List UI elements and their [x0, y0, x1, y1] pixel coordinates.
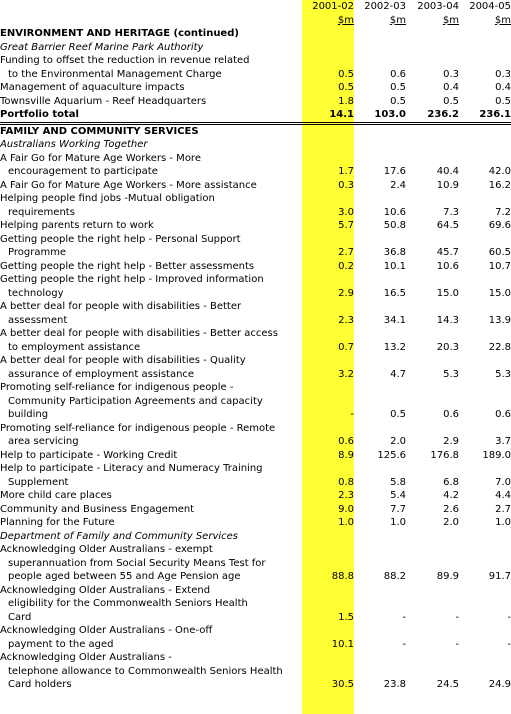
cell-2004-05: 0.6 [495, 409, 511, 420]
row-label-text: Australians Working Together [0, 139, 148, 150]
row-label-continuation: assurance of employment assistance [8, 368, 195, 380]
portfolio-total-row [0, 108, 511, 123]
cell-2004-05: 0.4 [495, 82, 511, 93]
row-label [0, 152, 302, 179]
cell-2001-02: 1.7 [338, 166, 354, 177]
table-row [0, 516, 511, 530]
row-label-continuation: Community Participation Agreements and capacity [8, 395, 263, 407]
row-label-text: Help to participate - Working Credit [0, 449, 178, 461]
cell-2003-04: 0.3 [443, 68, 459, 80]
cell-2003-04: 0.5 [443, 95, 459, 107]
row-label-text: Acknowledging Older Australians - One-off [0, 625, 213, 636]
row-label-text: FAMILY AND COMMUNITY SERVICES [0, 125, 199, 137]
cell-2002-03: - [402, 638, 406, 650]
row-label-text: Great Barrier Reef Marine Park Authority [0, 41, 204, 53]
cell-2002-03: 7.7 [390, 503, 406, 515]
row-label-text: Department of Family and Community Services [0, 530, 238, 542]
row-label [0, 422, 302, 449]
row-label [0, 449, 302, 463]
subsection-heading-row [0, 530, 511, 544]
row-label-continuation: Supplement [8, 476, 69, 488]
table-row [0, 192, 511, 219]
cell-2002-03: 10.6 [383, 206, 406, 218]
cell-2004-05: 42.0 [488, 166, 511, 177]
row-label-continuation: Card [8, 611, 32, 623]
table-row [0, 152, 511, 179]
row-label [0, 179, 302, 193]
cell-2004-05: 15.0 [488, 287, 511, 299]
row-label-continuation: people aged between 55 and Age Pension age [8, 571, 241, 582]
header-blank [0, 14, 302, 28]
cell-2003-04: 14.3 [436, 314, 459, 326]
cell-2002-03: 2.0 [390, 436, 406, 447]
cell-2003-04: 236.2 [406, 108, 459, 123]
row-label [0, 54, 302, 81]
cell-2004-05: 0.3 [495, 68, 511, 80]
row-label-text: A better deal for people with disabilities - Better access [0, 328, 278, 339]
cell-2002-03: 23.8 [383, 679, 406, 690]
cell-2003-04: 0.4 [443, 82, 459, 93]
cell-2003-04: 0.6 [443, 409, 459, 420]
row-label [0, 503, 302, 517]
table-row [0, 449, 511, 463]
cell-2001-02: 0.5 [338, 68, 354, 80]
row-label [0, 300, 302, 327]
row-label [0, 624, 302, 651]
row-label [0, 108, 302, 123]
cell-2002-03: 13.2 [383, 341, 406, 353]
row-label-text: Acknowledging Older Australians - [0, 652, 172, 663]
cell-2003-04: - [455, 638, 459, 650]
cell-2001-02: 0.6 [338, 436, 354, 447]
cell-2001-02: 2.9 [338, 287, 354, 299]
table-row [0, 462, 511, 489]
row-label [0, 516, 302, 530]
row-label [0, 327, 302, 354]
table-row [0, 584, 511, 625]
row-label [0, 354, 302, 381]
cell-2003-04: 20.3 [436, 341, 459, 353]
row-label [0, 192, 302, 219]
cell-2003-04: 176.8 [430, 449, 459, 461]
cell-2002-03: 10.1 [383, 260, 406, 272]
row-label-text: A better deal for people with disabilities - Better [0, 301, 242, 312]
table-row [0, 354, 511, 381]
row-label-continuation: technology [8, 287, 64, 299]
section-heading-row [0, 27, 511, 41]
cell-2001-02: 2.3 [338, 314, 354, 326]
row-label-text: Promoting self-reliance for indigenous people - Remote [0, 422, 276, 434]
column-header-year: 2001-02 [312, 1, 354, 12]
cell-2002-03: 34.1 [383, 314, 406, 326]
cell-2002-03: 50.8 [383, 220, 406, 231]
row-label-text: A Fair Go for Mature Age Workers - More [0, 152, 201, 164]
cell-2002-03: 88.2 [383, 571, 406, 582]
table-row [0, 624, 511, 651]
cell-2004-05: - [507, 611, 511, 623]
row-label [0, 651, 302, 692]
subsection-heading [0, 530, 511, 544]
cell-2004-05: 5.3 [495, 368, 511, 380]
cell-2003-04: 10.9 [436, 179, 459, 191]
cell-2004-05: 22.8 [488, 341, 511, 353]
row-label-text: Portfolio total [0, 109, 79, 120]
cell-2001-02: 3.0 [338, 206, 354, 218]
cell-2002-03: 0.5 [390, 95, 406, 107]
cell-2001-02: 8.9 [338, 449, 354, 461]
cell-2004-05: 3.7 [495, 436, 511, 447]
row-label-text: Townsville Aquarium - Reef Headquarters [0, 95, 207, 107]
cell-2001-02: 10.1 [331, 638, 354, 650]
cell-2003-04: - [455, 611, 459, 623]
row-label-text: Promoting self-reliance for indigenous people - [0, 382, 234, 393]
table-row [0, 651, 511, 692]
cell-2004-05: 10.7 [488, 260, 511, 272]
table-row [0, 260, 511, 274]
cell-2004-05: 16.2 [488, 179, 511, 191]
row-label-text: Helping parents return to work [0, 220, 154, 231]
cell-2001-02: 2.3 [338, 490, 354, 501]
row-label-continuation: assessment [8, 314, 68, 326]
cell-2004-05: 60.5 [488, 247, 511, 258]
cell-2001-02: 30.5 [331, 679, 354, 690]
column-header-year: 2004-05 [469, 1, 511, 12]
table-row [0, 219, 511, 233]
table-row [0, 54, 511, 81]
row-label [0, 381, 302, 422]
row-label-continuation: requirements [8, 206, 75, 218]
cell-2001-02: 9.0 [338, 503, 354, 515]
row-label-text: Management of aquaculture impacts [0, 82, 185, 93]
header-unit-row [0, 14, 511, 28]
table-row [0, 273, 511, 300]
cell-2002-03: 0.6 [390, 68, 406, 80]
row-label-continuation: eligibility for the Commonwealth Seniors Health [8, 598, 248, 609]
row-label-text: Acknowledging Older Australians - exempt [0, 544, 213, 555]
row-label-text: Community and Business Engagement [0, 503, 195, 515]
cell-2001-02: 1.8 [338, 95, 354, 107]
subsection-heading [0, 138, 511, 152]
table-row [0, 422, 511, 449]
table-row [0, 543, 511, 584]
cell-2002-03: 17.6 [383, 166, 406, 177]
header-blank [0, 0, 302, 14]
cell-2003-04: 10.6 [436, 260, 459, 272]
cell-2001-02: 0.2 [338, 260, 354, 272]
table-row [0, 381, 511, 422]
cell-2003-04: 89.9 [436, 571, 459, 582]
cell-2004-05: 7.0 [495, 476, 511, 488]
table-row [0, 179, 511, 193]
row-label [0, 260, 302, 274]
cell-2001-02: 2.7 [338, 247, 354, 258]
row-label-continuation: telephone allowance to Commonwealth Seniors Health [8, 665, 283, 677]
row-label-continuation: to the Environmental Management Charge [8, 68, 222, 80]
row-label [0, 273, 302, 300]
cell-2004-05: 91.7 [488, 571, 511, 582]
column-unit: $m [442, 14, 459, 26]
cell-2001-02: 1.5 [338, 611, 354, 623]
cell-2004-05: 189.0 [482, 449, 511, 461]
table-row [0, 327, 511, 354]
table-row [0, 81, 511, 95]
row-label [0, 462, 302, 489]
row-label-continuation: superannuation from Social Security Means Test for [8, 557, 266, 569]
cell-2001-02: - [350, 409, 354, 420]
cell-2002-03: 125.6 [377, 449, 406, 461]
cell-2001-02: 0.5 [338, 82, 354, 93]
cell-2003-04: 5.3 [443, 368, 459, 380]
cell-2003-04: 24.5 [436, 679, 459, 690]
cell-2004-05: 13.9 [488, 314, 511, 326]
cell-2003-04: 6.8 [443, 476, 459, 488]
row-label-text: Getting people the right help - Personal Support [0, 233, 241, 245]
row-label-text: Getting people the right help - Better assessments [0, 260, 255, 272]
header-year-row [0, 0, 511, 14]
row-label-continuation: building [8, 409, 49, 420]
row-label-continuation: to employment assistance [8, 341, 141, 353]
column-header-year: 2002-03 [364, 1, 406, 12]
cell-2004-05: 0.5 [495, 95, 511, 107]
row-label-text: A better deal for people with disabilities - Quality [0, 355, 246, 366]
cell-2003-04: 45.7 [436, 247, 459, 258]
cell-2001-02: 88.8 [331, 571, 354, 582]
cell-2002-03: 5.8 [390, 476, 406, 488]
cell-2004-05: 236.1 [459, 108, 511, 123]
column-unit: $m [494, 14, 511, 26]
cell-2002-03: 5.4 [390, 490, 406, 501]
row-label-text: Getting people the right help - Improved information [0, 274, 264, 285]
column-header-year: 2003-04 [417, 1, 459, 12]
cell-2002-03: 0.5 [390, 409, 406, 420]
cell-2001-02: 0.7 [338, 341, 354, 353]
cell-2004-05: - [507, 638, 511, 650]
cell-2001-02: 0.3 [338, 179, 354, 191]
cell-2004-05: 4.4 [495, 490, 511, 501]
cell-2004-05: 69.6 [488, 220, 511, 231]
cell-2001-02: 14.1 [302, 108, 354, 123]
cell-2002-03: 2.4 [390, 179, 406, 191]
cell-2002-03: 4.7 [390, 368, 406, 380]
cell-2003-04: 15.0 [436, 287, 459, 299]
cell-2002-03: - [402, 611, 406, 623]
row-label-text: Help to participate - Literacy and Numeracy Training [0, 463, 263, 474]
row-label-text: Funding to offset the reduction in revenue related [0, 55, 250, 66]
row-label [0, 81, 302, 95]
row-label [0, 219, 302, 233]
subsection-heading-row [0, 138, 511, 152]
row-label-text: More child care places [0, 490, 112, 501]
table-row [0, 300, 511, 327]
row-label-continuation: area servicing [8, 436, 79, 447]
cell-2003-04: 2.9 [443, 436, 459, 447]
row-label [0, 233, 302, 260]
cell-2002-03: 36.8 [383, 247, 406, 258]
subsection-heading [0, 41, 511, 55]
section-heading-row [0, 123, 511, 138]
cell-2002-03: 103.0 [354, 108, 406, 123]
cell-2001-02: 3.2 [338, 368, 354, 380]
row-label-continuation: Card holders [8, 679, 72, 690]
row-label [0, 489, 302, 503]
cell-2002-03: 1.0 [390, 517, 406, 528]
cell-2001-02: 1.0 [338, 517, 354, 528]
cell-2004-05: 2.7 [495, 503, 511, 515]
row-label [0, 543, 302, 584]
table-row [0, 233, 511, 260]
cell-2003-04: 2.0 [443, 517, 459, 528]
row-label [0, 95, 302, 109]
cell-2001-02: 5.7 [338, 220, 354, 231]
row-label-text: A Fair Go for Mature Age Workers - More assistance [0, 179, 257, 191]
cell-2003-04: 64.5 [436, 220, 459, 231]
cell-2004-05: 24.9 [488, 679, 511, 690]
cell-2003-04: 4.2 [443, 490, 459, 501]
row-label-continuation: payment to the aged [8, 638, 114, 650]
section-heading [0, 27, 511, 41]
column-unit: $m [389, 14, 406, 26]
cell-2001-02: 0.8 [338, 476, 354, 488]
table-row [0, 489, 511, 503]
cell-2003-04: 7.3 [443, 206, 459, 218]
cell-2002-03: 0.5 [390, 82, 406, 93]
row-label-text: Helping people find jobs -Mutual obligation [0, 193, 215, 204]
cell-2002-03: 16.5 [383, 287, 406, 299]
column-unit: $m [337, 14, 354, 26]
section-heading [0, 123, 511, 138]
subsection-heading-row [0, 41, 511, 55]
row-label-continuation: Programme [8, 247, 67, 258]
table-row [0, 95, 511, 109]
row-label-text: ENVIRONMENT AND HERITAGE (continued) [0, 28, 239, 39]
row-label-text: Acknowledging Older Australians - Extend [0, 584, 211, 596]
row-label-continuation: encouragement to participate [8, 166, 158, 177]
cell-2004-05: 1.0 [495, 517, 511, 528]
table-row [0, 503, 511, 517]
row-label-text: Planning for the Future [0, 517, 115, 528]
cell-2004-05: 7.2 [495, 206, 511, 218]
cell-2003-04: 2.6 [443, 503, 459, 515]
row-label [0, 584, 302, 625]
cell-2003-04: 40.4 [436, 166, 459, 177]
